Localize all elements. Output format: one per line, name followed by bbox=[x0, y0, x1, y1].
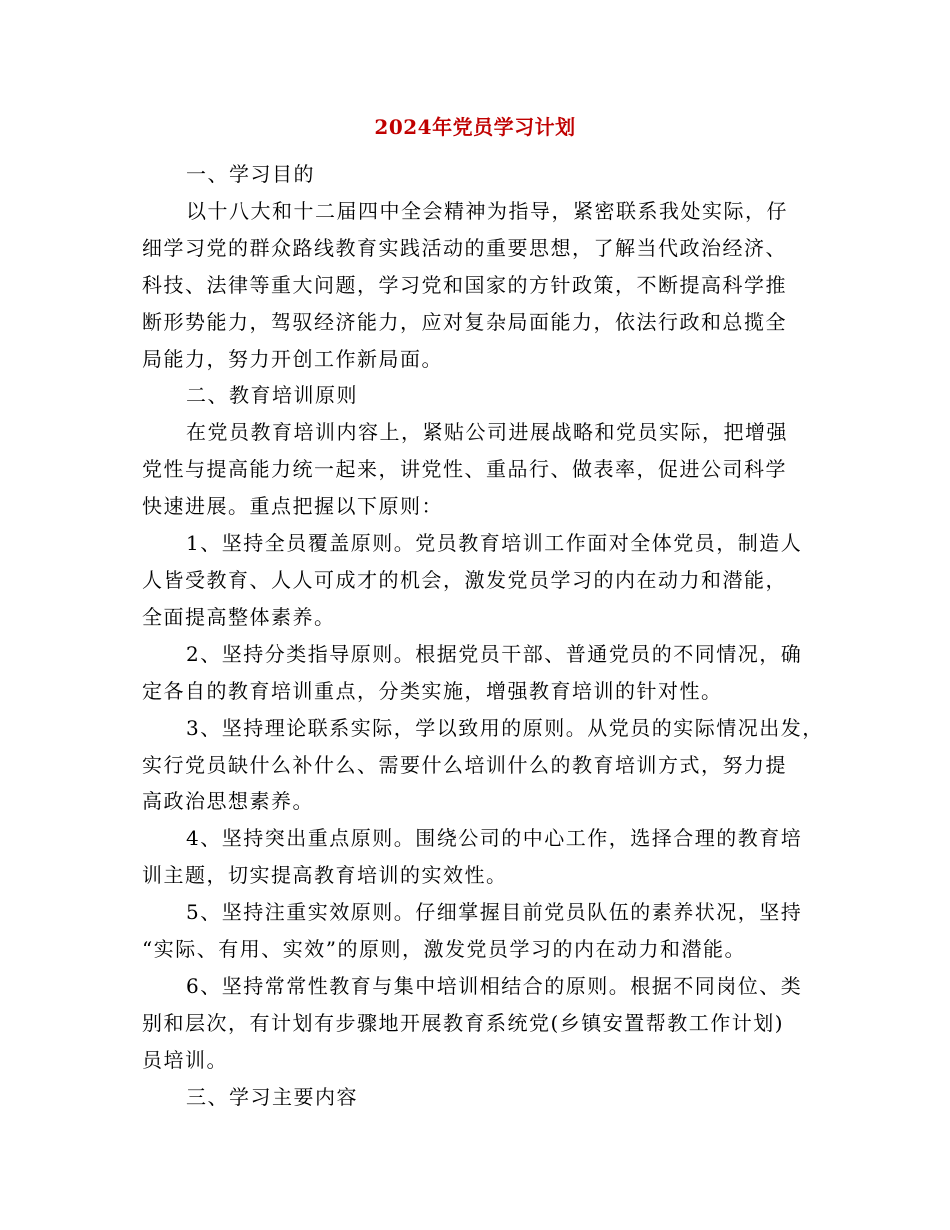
text-line: 三、学习主要内容 bbox=[186, 1084, 358, 1109]
text-line: 局能力，努力开创工作新局面。 bbox=[142, 346, 443, 371]
text-line: “实际、有用、实效”的原则，激发党员学习的内在动力和潜能。 bbox=[142, 937, 746, 962]
document-body bbox=[142, 156, 824, 1116]
text-line: 定各自的教育培训重点，分类实施，增强教育培训的针对性。 bbox=[142, 678, 723, 703]
text-line: 高政治思想素养。 bbox=[142, 789, 314, 814]
text-line: 党性与提高能力统一起来，讲党性、重品行、做表率，促进公司科学 bbox=[142, 457, 787, 482]
document-title: 2024年党员学习计划 bbox=[374, 115, 576, 139]
text-line: 二、教育培训原则 bbox=[186, 383, 358, 408]
text-line: 以十八大和十二届四中全会精神为指导，紧密联系我处实际，仔 bbox=[186, 198, 788, 223]
text-line: 员培训。 bbox=[142, 1047, 228, 1072]
text-line: 5、坚持注重实效原则。仔细掌握目前党员队伍的素养状况，坚持 bbox=[186, 900, 803, 925]
text-line: 1、坚持全员覆盖原则。党员教育培训工作面对全体党员，制造人 bbox=[186, 531, 803, 556]
text-line: 断形势能力，驾驭经济能力，应对复杂局面能力，依法行政和总揽全 bbox=[142, 309, 787, 334]
text-line: 训主题，切实提高教育培训的实效性。 bbox=[142, 863, 508, 888]
text-line: 6、坚持常常性教育与集中培训相结合的原则。根据不同岗位、类 bbox=[186, 973, 803, 998]
text-line: 科技、法律等重大问题，学习党和国家的方针政策，不断提高科学推 bbox=[142, 272, 787, 297]
text-line: 3、坚持理论联系实际，学以致用的原则。从党员的实际情况出发， bbox=[186, 715, 824, 740]
text-line: 一、学习目的 bbox=[186, 162, 315, 186]
text-line: 实行党员缺什么补什么、需要什么培训什么的教育培训方式，努力提 bbox=[142, 752, 787, 777]
text-line: 人皆受教育、人人可成才的机会，激发党员学习的内在动力和潜能， bbox=[142, 567, 787, 592]
text-line: 4、坚持突出重点原则。围绕公司的中心工作，选择合理的教育培 bbox=[186, 826, 803, 851]
text-line: 快速进展。重点把握以下原则： bbox=[142, 494, 443, 519]
text-line: 别和层次，有计划有步骤地开展教育系统党(乡镇安置帮教工作计划) bbox=[142, 1010, 785, 1035]
text-line: 2、坚持分类指导原则。根据党员干部、普通党员的不同情况，确 bbox=[186, 641, 803, 666]
text-line: 细学习党的群众路线教育实践活动的重要思想，了解当代政治经济、 bbox=[142, 235, 787, 260]
text-line: 全面提高整体素养。 bbox=[142, 604, 336, 629]
text-line: 在党员教育培训内容上，紧贴公司进展战略和党员实际，把增强 bbox=[186, 420, 788, 445]
